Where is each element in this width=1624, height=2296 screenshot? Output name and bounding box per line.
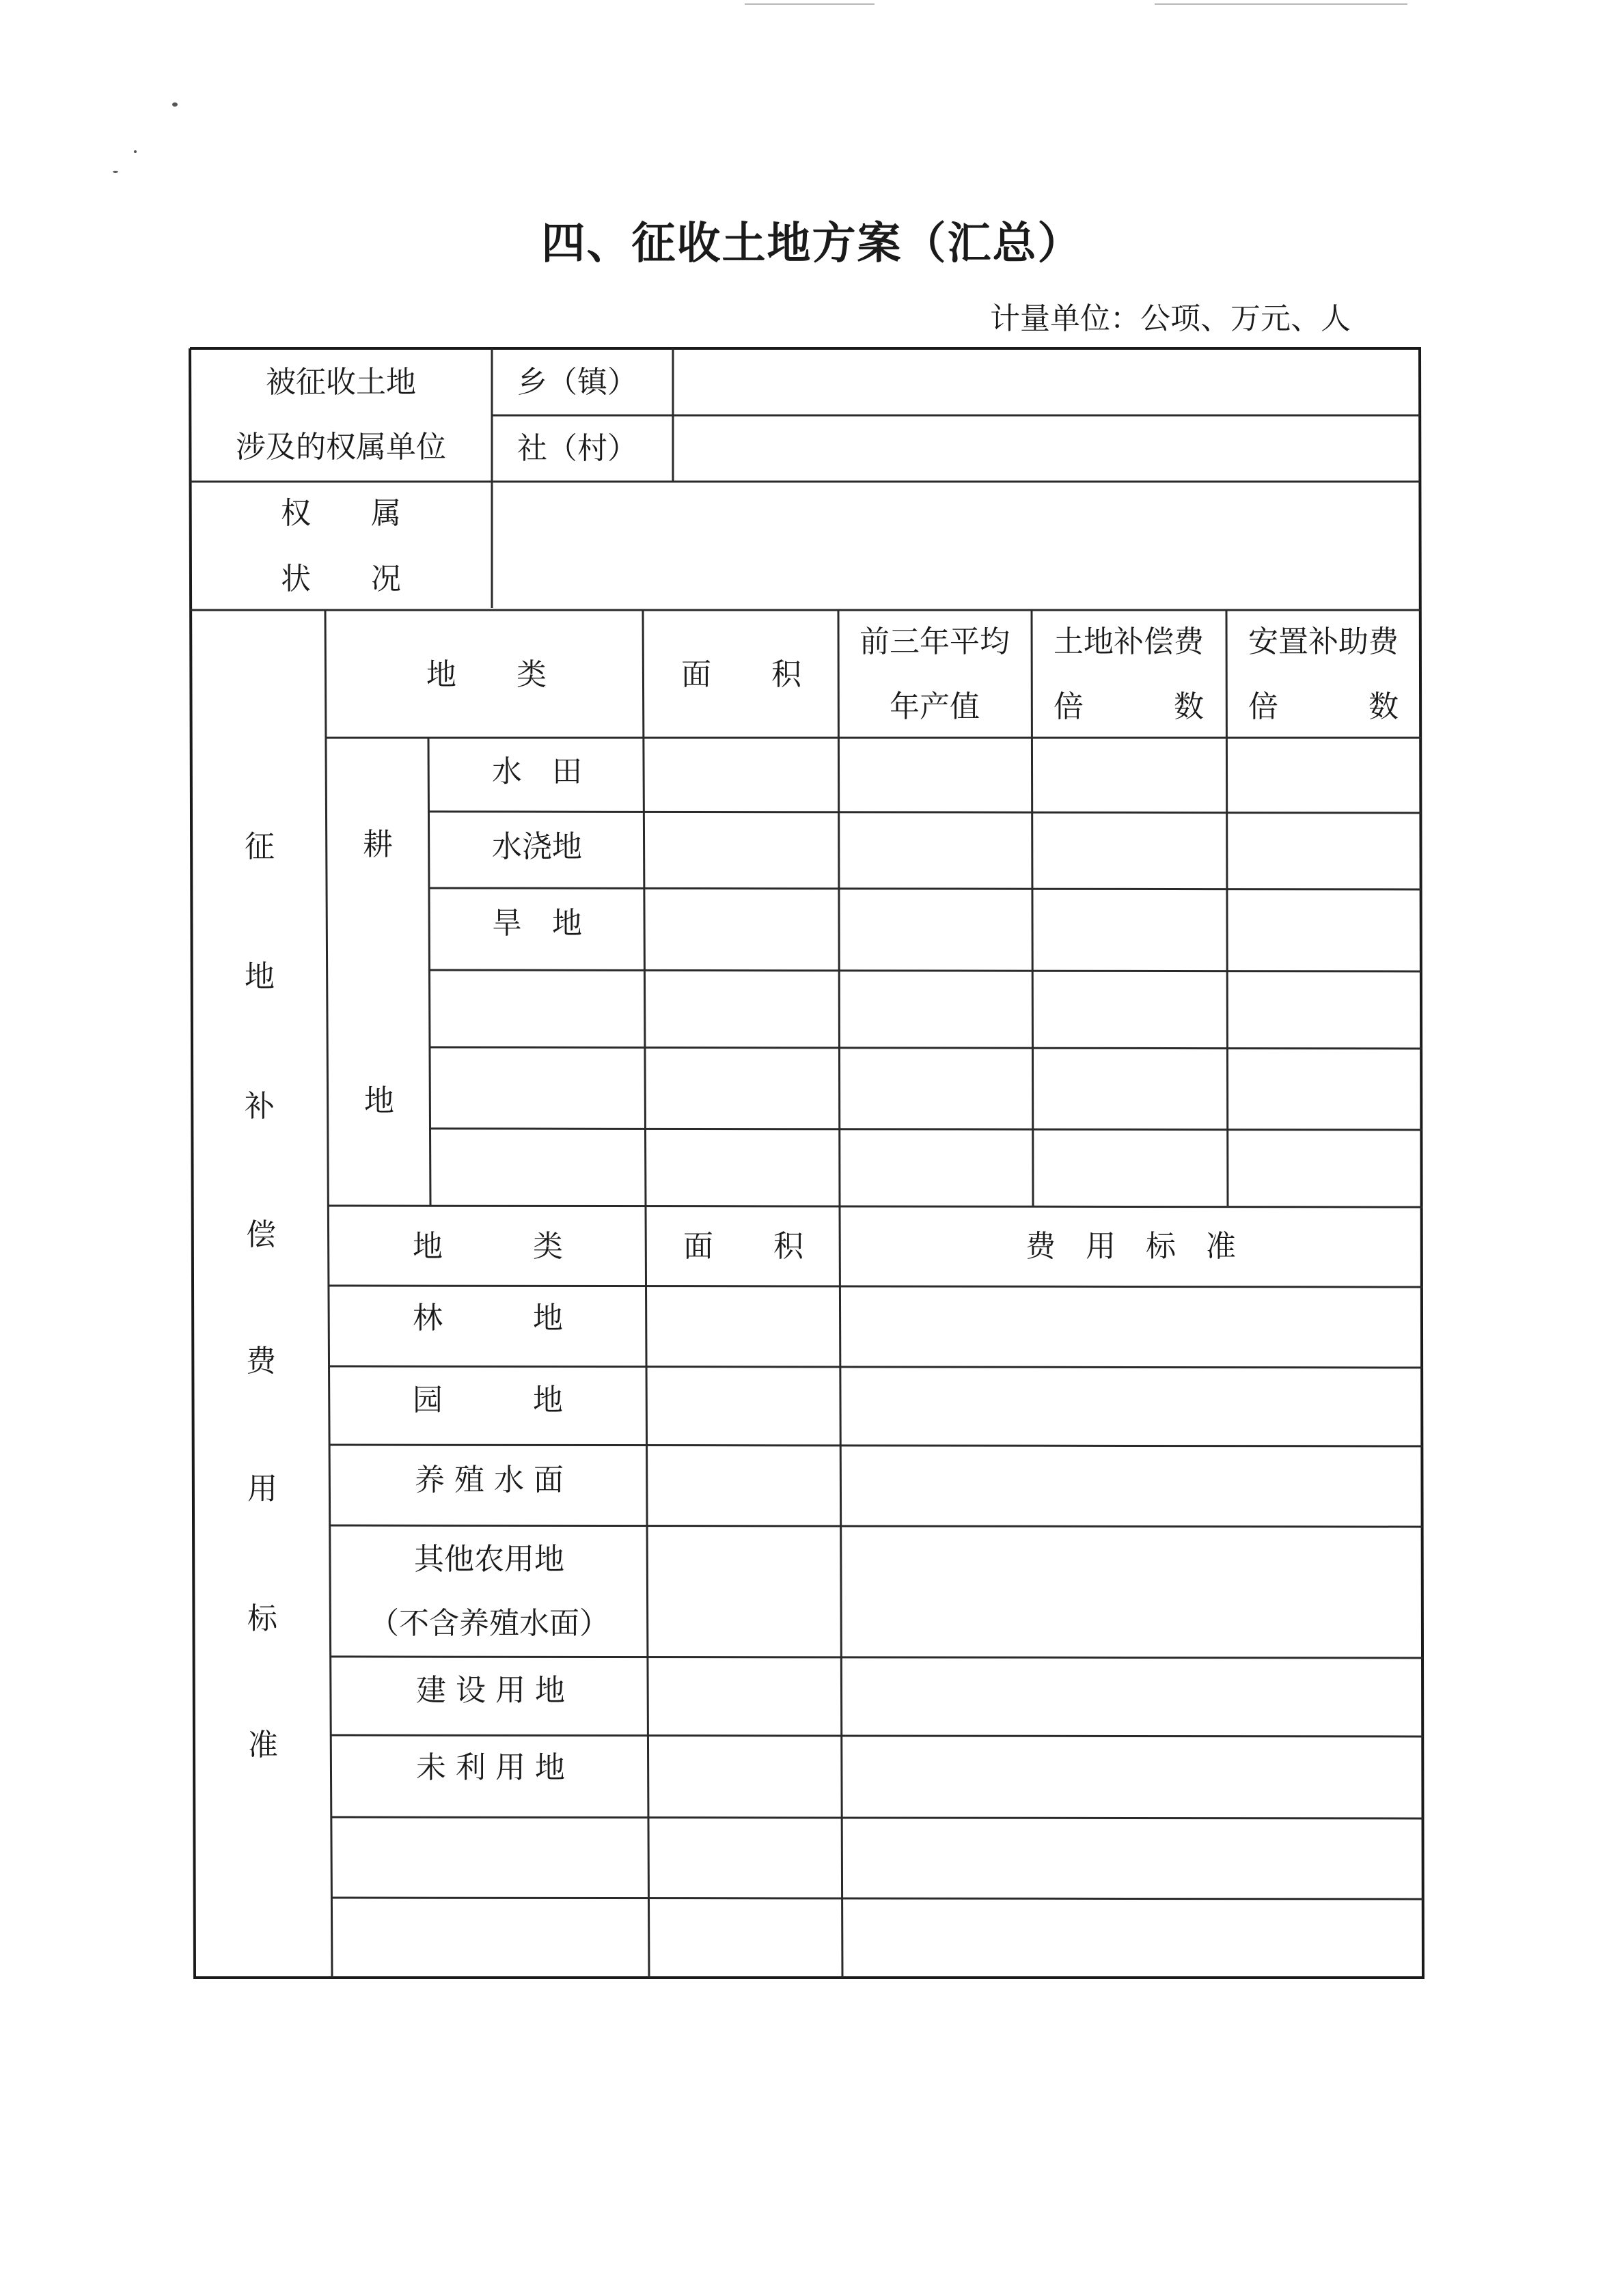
section-label-char: 标 <box>247 1601 277 1636</box>
other-column-area: 面 积 <box>683 1228 803 1264</box>
cultivated-label-top: 耕 <box>363 827 393 862</box>
row-unused-land: 未 利 用 地 <box>416 1749 565 1785</box>
column-avg-output-line1: 前三年平均 <box>859 624 1010 659</box>
row-dry-land: 旱 地 <box>492 905 582 941</box>
column-avg-output-line2: 年产值 <box>890 689 980 724</box>
cultivated-label-bottom: 地 <box>364 1083 394 1118</box>
column-land-comp-line1: 土地补偿费 <box>1054 624 1204 659</box>
column-resettle-line1: 安置补助费 <box>1248 624 1399 659</box>
section-label-char: 用 <box>247 1471 277 1506</box>
township-label: 乡（镇） <box>517 364 637 400</box>
row-construction-land: 建 设 用 地 <box>416 1672 565 1708</box>
row-other-agri-line2: （不含养殖水面） <box>369 1605 609 1641</box>
ownership-label-line1: 权 属 <box>281 495 401 531</box>
page-title: 四、征收土地方案（汇总） <box>541 218 1083 269</box>
section-label-char: 准 <box>248 1727 278 1762</box>
other-column-land-type: 地 类 <box>413 1228 563 1264</box>
measurement-units: 计量单位：公项、万元、人 <box>990 301 1351 336</box>
section-label-char: 征 <box>245 829 275 864</box>
section-label-char: 偿 <box>246 1217 276 1252</box>
column-land-type: 地 类 <box>426 656 547 692</box>
column-area: 面 积 <box>681 656 801 692</box>
row-garden-land: 园 地 <box>413 1382 563 1417</box>
section-label-char: 费 <box>246 1343 276 1379</box>
land-owner-label-line1: 被征收土地 <box>266 364 416 400</box>
column-resettle-line2: 倍 数 <box>1248 689 1399 724</box>
section-label-char: 补 <box>245 1088 275 1124</box>
village-label: 社（村） <box>517 430 637 466</box>
column-land-comp-line2: 倍 数 <box>1054 689 1204 724</box>
row-irrigated-land: 水浇地 <box>492 829 582 864</box>
row-forest-land: 林 地 <box>413 1300 563 1336</box>
ownership-label-line2: 状 况 <box>281 561 401 596</box>
row-paddy-field: 水 田 <box>492 753 582 789</box>
row-other-agri-line1: 其他农用地 <box>414 1541 564 1577</box>
other-column-fee-standard: 费 用 标 准 <box>1026 1228 1236 1264</box>
land-owner-label-line2: 涉及的权属单位 <box>236 429 446 465</box>
row-aquaculture-water: 养 殖 水 面 <box>415 1462 564 1497</box>
section-label-char: 地 <box>245 958 275 994</box>
